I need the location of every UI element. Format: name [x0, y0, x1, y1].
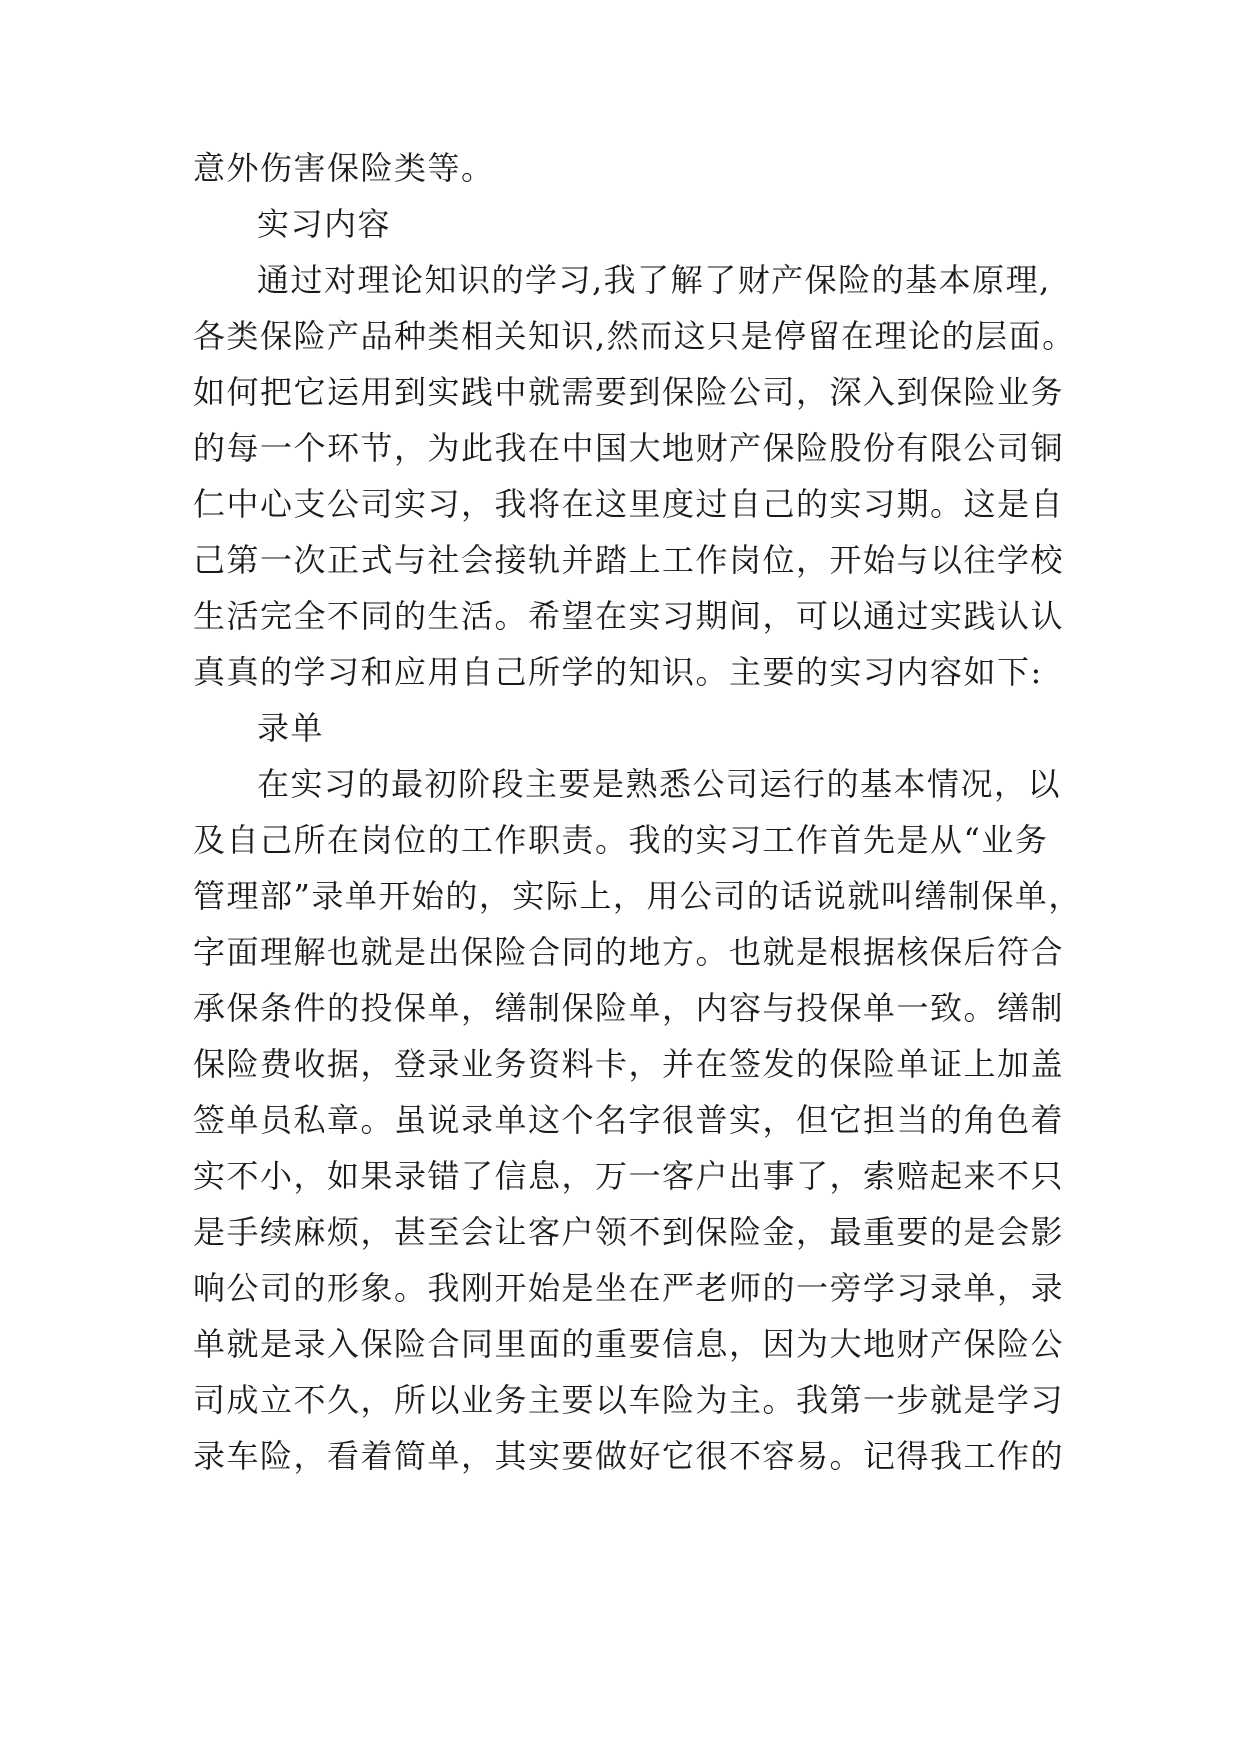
paragraph-line: 单就是录入保险合同里面的重要信息，因为大地财产保险公 [193, 1325, 1065, 1363]
paragraph-line: 实不小，如果录错了信息，万一客户出事了，索赔起来不只 [193, 1157, 1065, 1195]
paragraph-line: 意外伤害保险类等。 [193, 149, 495, 187]
section-heading-internship-content: 实习内容 [257, 205, 392, 243]
paragraph-line: 己第一次正式与社会接轨并踏上工作岗位，开始与以往学校 [193, 541, 1065, 579]
paragraph-line: 生活完全不同的生活。希望在实习期间，可以通过实践认认 [193, 597, 1065, 635]
section-heading-data-entry: 录单 [257, 709, 325, 747]
paragraph-line: 如何把它运用到实践中就需要到保险公司，深入到保险业务 [193, 373, 1065, 411]
paragraph-line: 承保条件的投保单，缮制保险单，内容与投保单一致。缮制 [193, 989, 1065, 1027]
paragraph-line: 的每一个环节，为此我在中国大地财产保险股份有限公司铜 [193, 429, 1065, 467]
paragraph-line: 真真的学习和应用自己所学的知识。主要的实习内容如下: [193, 653, 1043, 691]
paragraph-line: 仁中心支公司实习，我将在这里度过自己的实习期。这是自 [193, 485, 1065, 523]
paragraph-line: 录车险，看着简单，其实要做好它很不容易。记得我工作的 [193, 1437, 1065, 1475]
paragraph-line: 及自己所在岗位的工作职责。我的实习工作首先是从“业务 [193, 821, 1049, 859]
paragraph-line: 通过对理论知识的学习,我了解了财产保险的基本原理, [257, 261, 1051, 299]
paragraph-line: 在实习的最初阶段主要是熟悉公司运行的基本情况，以 [257, 765, 1062, 803]
paragraph-line: 管理部”录单开始的，实际上，用公司的话说就叫缮制保单， [193, 877, 1082, 915]
paragraph-line: 签单员私章。虽说录单这个名字很普实，但它担当的角色着 [193, 1101, 1065, 1139]
paragraph-line: 字面理解也就是出保险合同的地方。也就是根据核保后符合 [193, 933, 1065, 971]
paragraph-line: 保险费收据，登录业务资料卡，并在签发的保险单证上加盖 [193, 1045, 1065, 1083]
paragraph-line: 各类保险产品种类相关知识,然而这只是停留在理论的层面。 [193, 317, 1076, 355]
paragraph-line: 司成立不久，所以业务主要以车险为主。我第一步就是学习 [193, 1381, 1065, 1419]
paragraph-line: 响公司的形象。我刚开始是坐在严老师的一旁学习录单，录 [193, 1269, 1065, 1307]
paragraph-line: 是手续麻烦，甚至会让客户领不到保险金，最重要的是会影 [193, 1213, 1065, 1251]
